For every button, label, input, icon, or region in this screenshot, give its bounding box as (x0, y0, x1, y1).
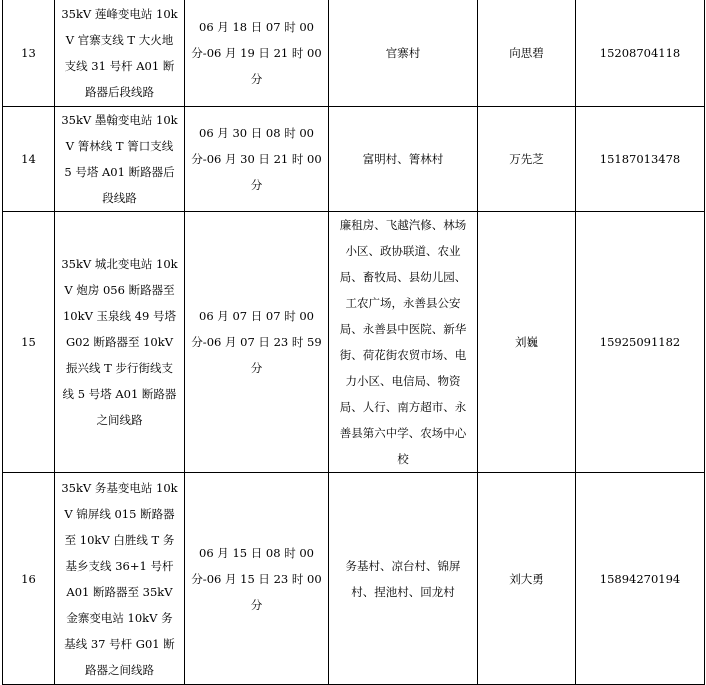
outage-time: 06 月 30 日 08 时 00 分-06 月 30 日 21 时 00 分 (185, 107, 329, 212)
contact-phone: 15925091182 (576, 212, 705, 473)
row-number: 14 (3, 107, 55, 212)
affected-area: 务基村、凉台村、锦屏村、捏池村、回龙村 (329, 473, 478, 685)
table-row (3, 473, 705, 685)
contact-person: 万先芝 (478, 107, 576, 212)
contact-person: 刘大勇 (478, 473, 576, 685)
line-description: 35kV 墨翰变电站 10kV 箐林线 T 箐口支线 5 号塔 A01 断路器后段线路 (55, 107, 185, 212)
table-row (3, 212, 705, 473)
contact-phone: 15894270194 (576, 473, 705, 685)
line-description: 35kV 城北变电站 10kV 炮房 056 断路器至 10kV 玉泉线 49 号塔 G02 断路器至 10kV 振兴线 T 步行街线支线 5 号塔 A01 断路器之间线路 (55, 212, 185, 473)
affected-area: 官寨村 (329, 0, 478, 107)
outage-schedule-table (2, 0, 705, 685)
row-number: 15 (3, 212, 55, 473)
contact-phone: 15208704118 (576, 0, 705, 107)
affected-area: 廉租房、飞越汽修、林场小区、政协联道、农业局、畜牧局、县幼儿园、工农广场，永善县公安局、永善县中医院、新华街、荷花街农贸市场、电力小区、电信局、物资局、人行、南方超市、永善县第六中学、农场中心校 (329, 212, 478, 473)
table-row (3, 0, 705, 107)
row-number: 16 (3, 473, 55, 685)
outage-time: 06 月 18 日 07 时 00 分-06 月 19 日 21 时 00 分 (185, 0, 329, 107)
line-description: 35kV 务基变电站 10kV 锦屏线 015 断路器至 10kV 白胜线 T 务基乡支线 36+1 号杆 A01 断路器至 35kV 金寨变电站 10kV 务基线 37 号杆 G01 断路器之间线路 (55, 473, 185, 685)
outage-time: 06 月 07 日 07 时 00 分-06 月 07 日 23 时 59 分 (185, 212, 329, 473)
contact-person: 刘巍 (478, 212, 576, 473)
row-number: 13 (3, 0, 55, 107)
line-description: 35kV 莲峰变电站 10kV 官寨支线 T 大火地支线 31 号杆 A01 断路器后段线路 (55, 0, 185, 107)
outage-time: 06 月 15 日 08 时 00 分-06 月 15 日 23 时 00 分 (185, 473, 329, 685)
table-row (3, 107, 705, 212)
affected-area: 富明村、箐林村 (329, 107, 478, 212)
contact-person: 向思碧 (478, 0, 576, 107)
contact-phone: 15187013478 (576, 107, 705, 212)
